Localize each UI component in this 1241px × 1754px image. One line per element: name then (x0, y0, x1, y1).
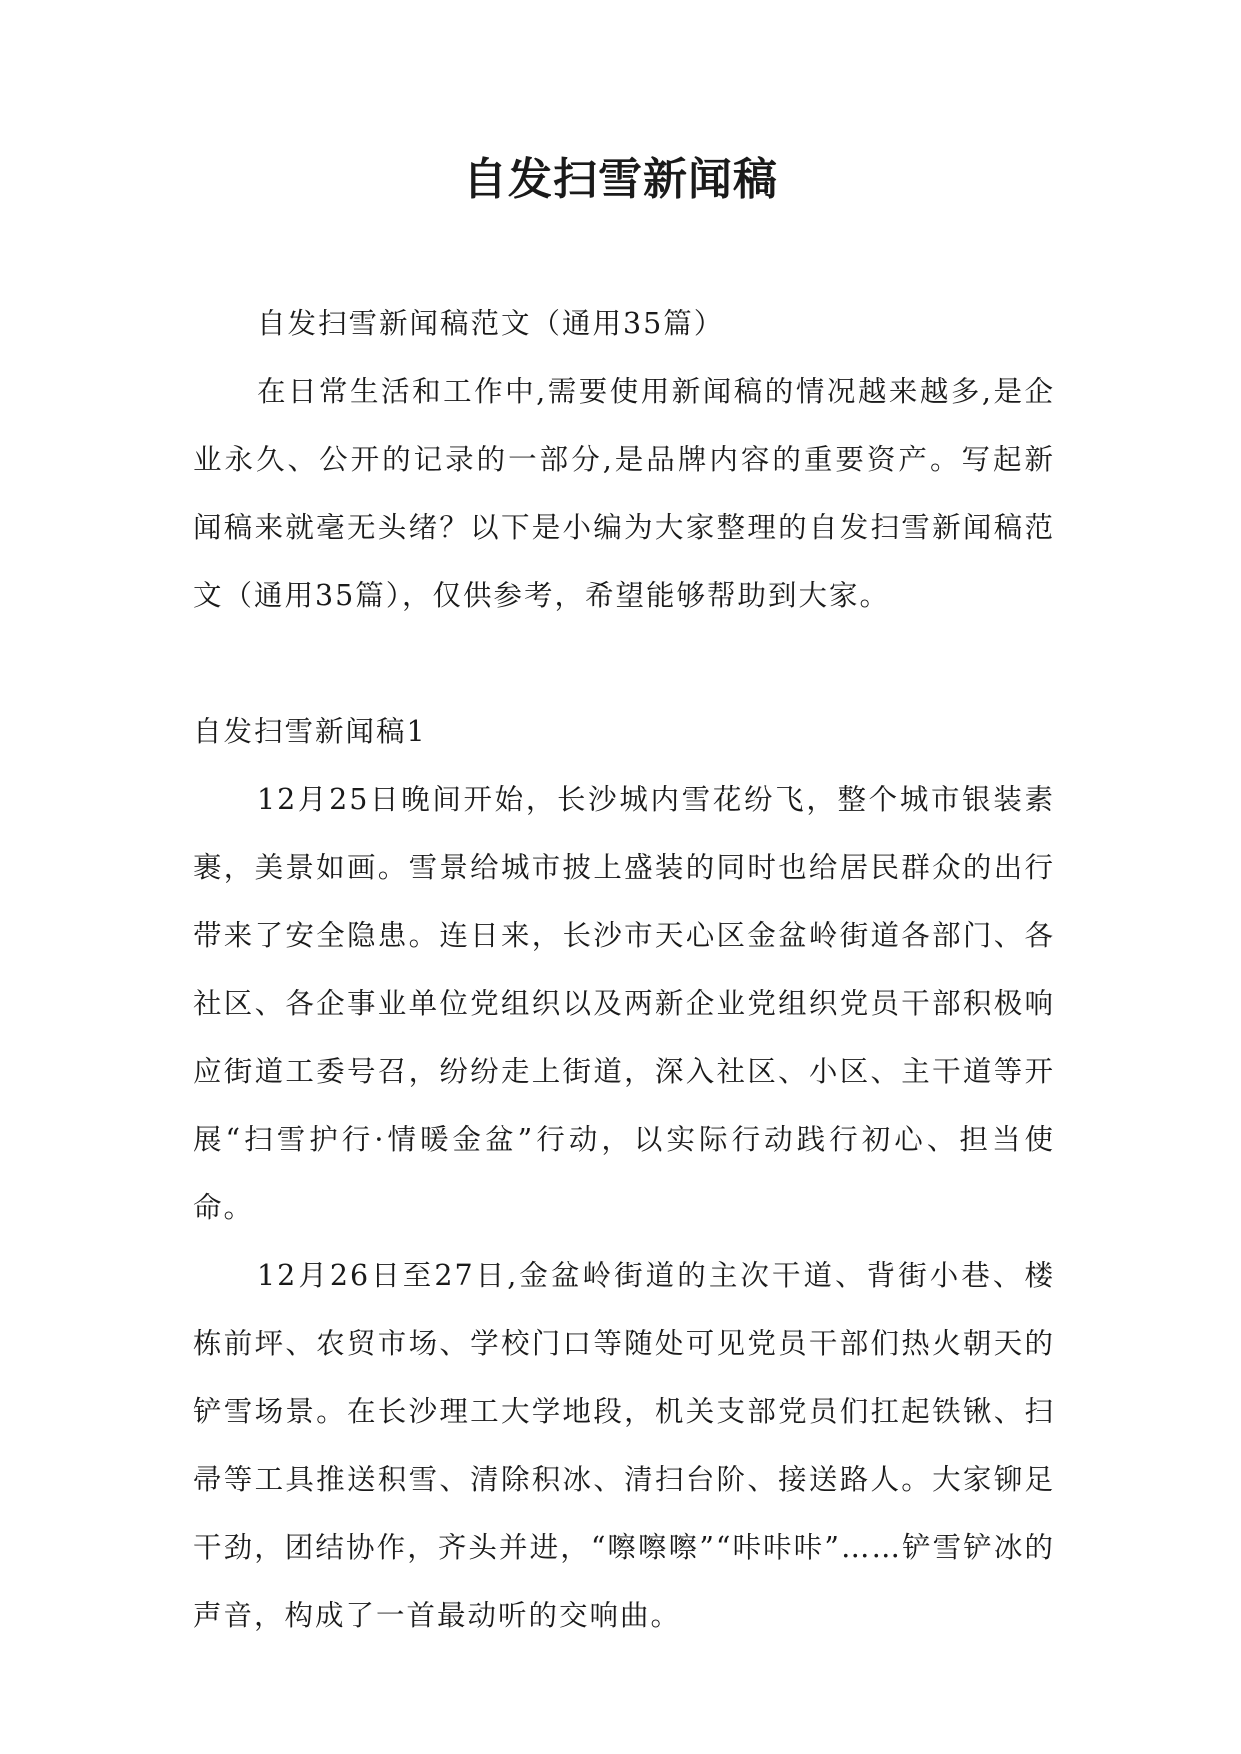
intro-paragraph: 在日常生活和工作中,需要使用新闻稿的情况越来越多,是企业永久、公开的记录的一部分,是品牌内容的重要资产。写起新闻稿来就毫无头绪？以下是小编为大家整理的自发扫雪新闻稿范文（通用35篇），仅供参考，希望能够帮助到大家。 (193, 375, 1055, 612)
document-subtitle: 自发扫雪新闻稿范文（通用35篇） (257, 307, 725, 340)
section-gap (193, 630, 1055, 698)
document-body (193, 290, 1055, 1650)
body-paragraph: 12月26日至27日,金盆岭街道的主次干道、背街小巷、楼栋前坪、农贸市场、学校门口等随处可见党员干部们热火朝天的铲雪场景。在长沙理工大学地段，机关支部党员们扛起铁锹、扫帚等工具推送积雪、清除积冰、清扫台阶、接送路人。大家铆足干劲，团结协作，齐头并进，“嚓嚓嚓”“咔咔咔”……铲雪铲冰的声音，构成了一首最动听的交响曲。 (193, 1259, 1055, 1632)
body-paragraph: 12月25日晚间开始，长沙城内雪花纷飞，整个城市银装素裹，美景如画。雪景给城市披上盛装的同时也给居民群众的出行带来了安全隐患。连日来，长沙市天心区金盆岭街道各部门、各社区、各企事业单位党组织以及两新企业党组织党员干部积极响应街道工委号召，纷纷走上街道，深入社区、小区、主干道等开展“扫雪护行·情暖金盆”行动，以实际行动践行初心、担当使命。 (193, 783, 1055, 1224)
section-heading: 自发扫雪新闻稿1 (193, 715, 427, 748)
document-title: 自发扫雪新闻稿 (463, 154, 778, 205)
